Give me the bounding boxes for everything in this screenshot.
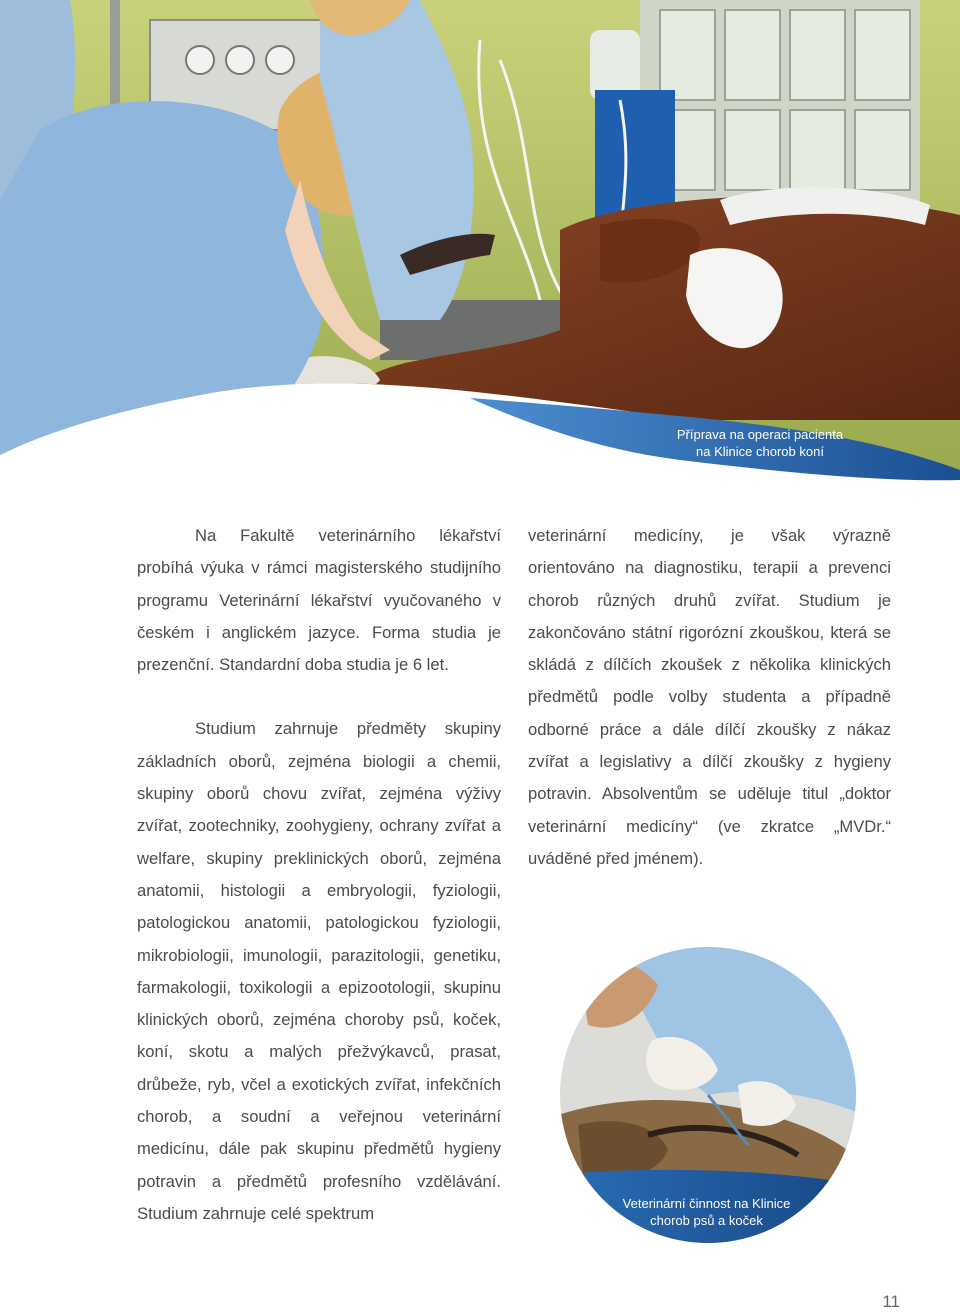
curriculum-paragraph: Studium zahrnuje předměty skupiny základních oborů, zejména biologii a chemii, skupiny oborů chovu zvířat, zejména výživy zvířat, zootechniky, zoohygieny, ochrany zvířat a welfare, skupiny preklinických oborů, zejména anatomii, histologii a embryologii, fyziologii, patologickou anatomii, patologickou fyziologii, mikrobiologii, imunologii, parazitologii, genetiku, farmakologii, toxikologii a epizootologii, skupinu klinických oborů, zejména choroby psů, koček, koní, skotu a malých přežvýkavců, prasat, drůbeže, ryb, včel a exotických zvířat, infekčních chorob, a soudní a veřejnou veterinární medicínu, dále pak skupinu předmětů hygieny potravin a předmětů profesního vzdělávání. Studium zahrnuje celé spektrum: [137, 719, 501, 1223]
hero-illustration: [0, 0, 960, 500]
circle-caption-line2: chorob psů a koček: [650, 1213, 763, 1228]
intro-paragraph: Na Fakultě veterinárního lékařství probíhá výuka v rámci magisterského studijního programu Veterinární lékařství vyučovaného v českém i anglickém jazyce. Forma studia je prezenční. Standardní doba studia je 6 let.: [137, 526, 501, 675]
continuation-paragraph: veterinární medicíny, je však výrazně orientováno na diagnostiku, terapii a prevenci chorob různých druhů zvířat. Studium je zakončováno státní rigorózní zkouškou, která se skládá z dílčích zkoušek z několika klinických předmětů podle volby studenta a případně odborné práce a dále dílčí zkoušky z nákaz zvířat a legislativy a dílčí zkoušky z hygieny potravin. Absolventům se uděluje titul „doktor veterinární medicíny“ (ve zkratce „MVDr.“ uváděné před jménem).: [528, 526, 891, 868]
circle-caption: [558, 1195, 855, 1229]
hero-caption-line1: Příprava na operaci pacienta: [676, 427, 844, 442]
text-column-right: [528, 520, 891, 875]
vet-scrubs-shape: [0, 101, 324, 460]
text-column-left: [137, 520, 501, 1230]
hero-caption-line2: na Klinice chorob koní: [696, 444, 824, 459]
page-number: 11: [882, 1292, 900, 1311]
hero-caption: [640, 426, 880, 460]
circle-photo: [558, 945, 863, 1250]
blue-bag-shape: [595, 90, 675, 220]
hero-photo: [0, 0, 960, 500]
circle-caption-line1: Veterinární činnost na Klinice: [622, 1196, 791, 1211]
